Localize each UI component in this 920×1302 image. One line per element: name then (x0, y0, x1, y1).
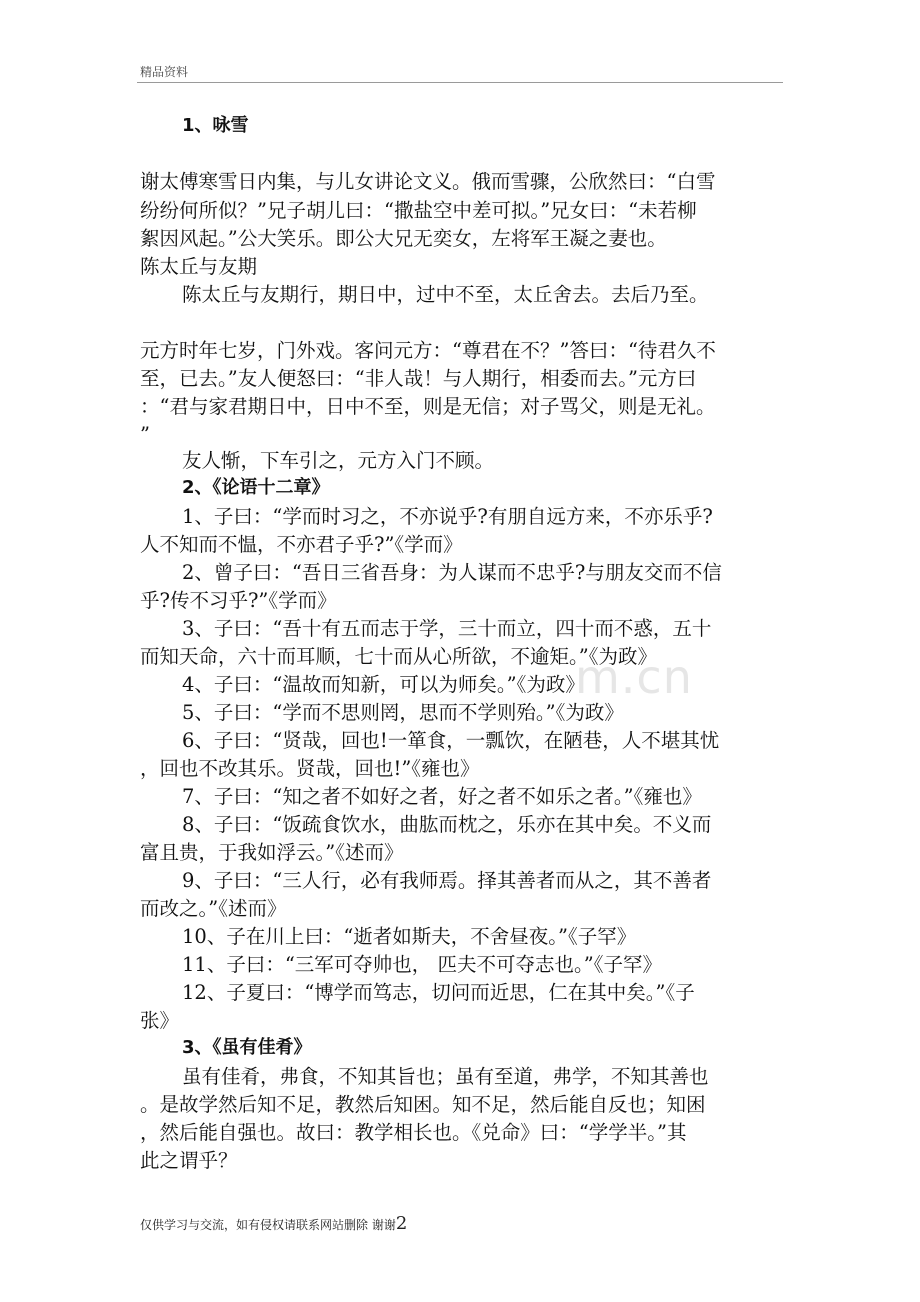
text-line: ，然后能自强也。故曰：教学相长也。《兑命》曰：“学学半。”其 (140, 1121, 687, 1144)
text-line: 5、子曰：“学而不思则罔，思而不学则殆。”《为政》 (182, 701, 624, 724)
text-line: 4、子曰：“温故而知新，可以为师矣。”《为政》 (182, 673, 585, 696)
text-line: 谢太傅寒雪日内集，与儿女讲论文义。俄而雪骤，公欣然曰：“白雪 (140, 170, 716, 193)
text-line: 至，已去。”友人便怒曰：“非人哉！与人期行，相委而去。”元方曰 (140, 367, 697, 390)
text-line: 2、曾子曰：“吾日三省吾身：为人谋而不忠乎?与朋友交而不信 (182, 561, 722, 584)
text-line: 9、子曰：“三人行，必有我师焉。择其善者而从之，其不善者 (182, 869, 712, 892)
text-line: 元方时年七岁，门外戏。客问元方：“尊君在不？”答曰：“待君久不 (140, 339, 716, 362)
footer-notice: 仅供学习与交流，如有侵权请联系网站删除 谢谢 (140, 1218, 396, 1232)
text-line: 虽有佳肴，弗食，不知其旨也；虽有至道，弗学，不知其善也 (182, 1065, 709, 1088)
section-heading: 2、《论语十二章》 (182, 477, 330, 498)
text-line: 此之谓乎？ (140, 1149, 238, 1172)
text-line: 10、子在川上曰：“逝者如斯夫，不舍昼夜。”《子罕》 (182, 925, 637, 948)
text-line: 乎?传不习乎?”《学而》 (140, 589, 337, 612)
text-line: 3、子曰：“吾十有五而志于学，三十而立，四十而不惑，五十 (182, 617, 712, 640)
text-line: 12、子夏曰：“博学而笃志，切问而近思，仁在其中矣。”《子 (182, 981, 695, 1004)
text-line: 8、子曰：“饭疏食饮水，曲肱而枕之，乐亦在其中矣。不义而 (182, 813, 712, 836)
text-line: 张》 (140, 1009, 180, 1032)
watermark: m.cn (575, 650, 693, 704)
text-line: 富且贵，于我如浮云。”《述而》 (140, 841, 404, 864)
page-number: 2 (395, 1213, 408, 1234)
text-line: 人不知而不愠，不亦君子乎?”《学而》 (140, 533, 463, 556)
text-line: ：“君与家君期日中，日中不至，则是无信；对子骂父，则是无礼。 (140, 395, 716, 418)
text-line: ” (140, 423, 150, 446)
text-line: 而知天命，六十而耳顺，七十而从心所欲，不逾矩。”《为政》 (140, 645, 657, 668)
text-line: 陈太丘与友期 (140, 255, 258, 278)
section-heading: 1、咏雪 (182, 115, 249, 136)
text-line: 友人惭，下车引之，元方入门不顾。 (182, 449, 495, 472)
text-line: 絮因风起。”公大笑乐。即公大兄无奕女，左将军王凝之妻也。 (140, 227, 667, 250)
text-line: 6、子曰：“贤哉，回也!一箪食，一瓢饮，在陋巷，人不堪其忧 (182, 729, 720, 752)
text-line: 1、子曰：“学而时习之，不亦说乎?有朋自远方来，不亦乐乎? (182, 505, 713, 528)
page-footer (140, 1213, 407, 1234)
text-line: 而改之。”《述而》 (140, 897, 287, 920)
text-line: 陈太丘与友期行，期日中，过中不至，太丘舍去。去后乃至。 (182, 283, 709, 306)
header-divider (137, 82, 783, 83)
text-line: 。是故学然后知不足，教然后知困。知不足，然后能自反也；知困 (140, 1093, 706, 1116)
text-line: 11、子曰：“三军可夺帅也， 匹夫不可夺志也。”《子罕》 (182, 953, 662, 976)
text-line: 纷纷何所似？”兄子胡儿曰：“撒盐空中差可拟。”兄女曰：“未若柳 (140, 199, 697, 222)
text-line: ，回也不改其乐。贤哉，回也!”《雍也》 (140, 757, 480, 780)
page-header-label: 精品资料 (140, 65, 189, 79)
section-heading: 3、《虽有佳肴》 (182, 1037, 312, 1058)
text-line: 7、子曰：“知之者不如好之者，好之者不如乐之者。”《雍也》 (182, 785, 702, 808)
